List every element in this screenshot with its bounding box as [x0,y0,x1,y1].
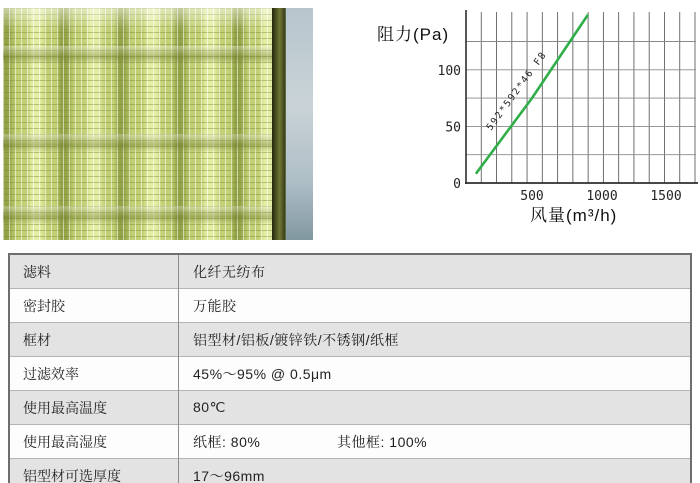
spec-value: 80℃ [193,399,226,415]
series-label: 592*592*46 F8 [484,49,550,133]
mesh-top-highlight [3,8,273,30]
spec-label: 铝型材可选厚度 [9,459,179,483]
spec-label: 密封胶 [9,289,179,323]
pleat-fold-band [3,134,273,152]
spec-value: 万能胶 [193,297,237,314]
spec-value: 纸框: 80% [193,433,261,450]
pleat-fold-band [3,46,273,64]
svg-text:50: 50 [445,120,461,136]
table-row [9,391,691,425]
spec-label: 过滤效率 [9,357,179,391]
axis-layer [465,10,698,184]
filter-product-photo [3,8,313,240]
spec-label: 框材 [9,323,179,357]
svg-text:1500: 1500 [650,189,682,204]
y-axis-title: 阻力(Pa) [377,25,450,44]
spec-value-extra: 其他框: 100% [337,433,428,450]
spec-value: 17～96mm [193,467,265,483]
spec-value: 铝型材/铝板/镀锌铁/不锈钢/纸框 [193,331,400,348]
filter-frame-edge [272,8,286,240]
spec-table [8,253,692,483]
series-line [477,16,588,173]
table-row [9,323,691,357]
grid-layer [466,12,696,183]
table-row [9,289,691,323]
airflow-resistance-chart [355,0,700,240]
background-wall-panel [285,8,313,240]
table-row [9,357,691,391]
x-axis-title: 风量(m³/h) [530,206,618,225]
svg-text:100: 100 [437,63,461,79]
svg-text:1000: 1000 [586,189,618,204]
table-row [9,459,691,483]
spec-value: 45%～95% @ 0.5μm [193,365,332,382]
spec-label: 使用最高温度 [9,391,179,425]
spec-value: 化纤无纺布 [193,263,266,280]
table-row [9,254,691,289]
table-row [9,425,691,459]
svg-text:0: 0 [453,177,461,192]
svg-text:500: 500 [520,189,544,204]
spec-label: 使用最高湿度 [9,425,179,459]
filter-mesh-pattern [3,8,273,240]
airflow-resistance-chart-svg [355,0,700,240]
pleat-fold-band [3,206,273,224]
spec-label: 滤料 [9,254,179,289]
